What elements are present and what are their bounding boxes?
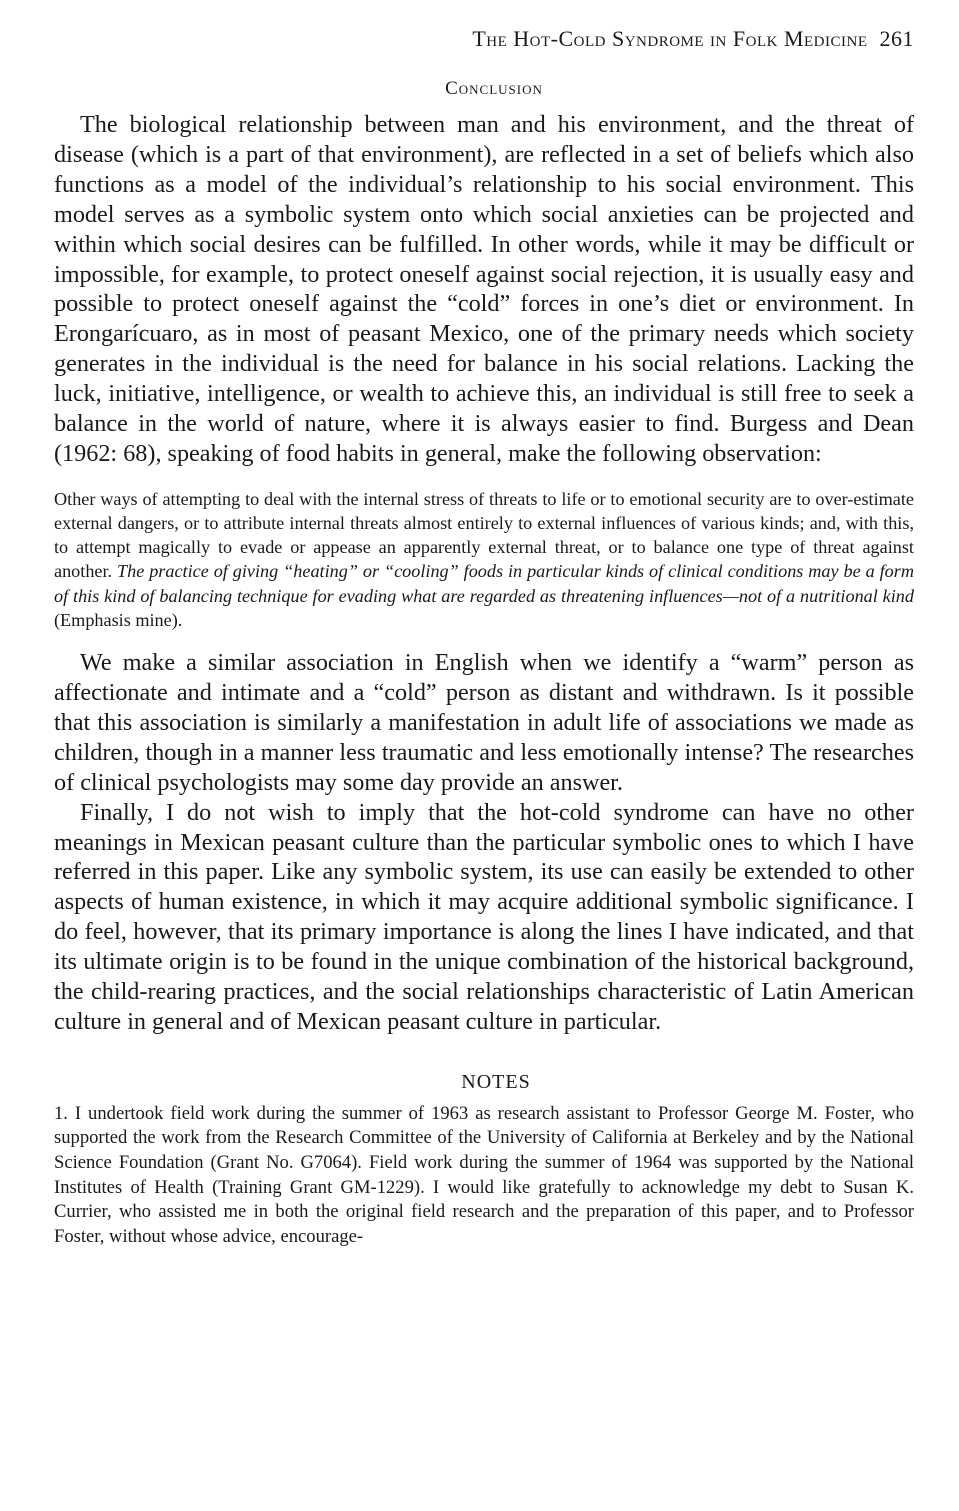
section-title: Conclusion [445, 78, 543, 99]
quote-emphasis: The practice of giving “heating” or “cooling” foods in particular kinds of clinical conditions may be a form of this kind of balancing technique for evading what are regarded as threatening influences—not of a nutritional kind [54, 561, 914, 606]
block-quote [54, 487, 914, 632]
footnote-1: 1. I undertook field work during the summer of 1963 as research assistant to Professor George M. Foster, who supported the work from the Research Committee of the University of California at Berkeley and by the National Science Foundation (Grant No. G7064). Field work during the summer of 1964 was supported by the National Institutes of Health (Training Grant GM-1229). I would like gratefully to acknowledge my debt to Susan K. Currier, who assisted me in both the original field research and the preparation of this paper, and to Professor Foster, without whose advice, encourage- [54, 1102, 914, 1247]
quote-text-end: (Emphasis mine). [54, 609, 183, 630]
page [54, 22, 914, 1249]
quote-text-start: Other ways of attempting to deal with the internal stress of threats to life or to emotional security are to over-estimate external dangers, or to attribute internal threats almost entirely to external influences of various kinds; and, with this, to attempt magically to evade or appease an apparently external threat, or to balance one type of threat against another. [54, 488, 914, 582]
body-paragraph-3: Finally, I do not wish to imply that the hot-cold syndrome can have no other meanings in Mexican peasant culture than the particular symbolic ones to which I have referred in this paper. Like any symbolic system, its use can easily be extended to other aspects of human existence, in which it may acquire additional symbolic significance. I do feel, however, that its primary importance is along the lines I have indicated, and that its ultimate origin is to be found in the unique combination of the historical background, the child-rearing practices, and the social relationships characteristic of Latin American culture in general and of Mexican peasant culture in particular. [54, 798, 914, 1035]
body-paragraph-1: The biological relationship between man and his environment, and the threat of disease (which is a part of that environment), are reflected in a set of beliefs which also functions as a model of the individual’s relationship to his social environment. This model serves as a symbolic system onto which social anxieties can be projected and within which social desires can be fulfilled. In other words, while it may be difficult or impossible, for example, to protect oneself against social rejection, it is usually easy and possible to protect oneself against the “cold” forces in one’s diet or environment. In Erongarícuaro, as in most of peasant Mexico, one of the primary needs which society generates in the individual is the need for balance in his social relations. Lacking the luck, initiative, intelligence, or wealth to achieve this, an individual is still free to seek a balance in the world of nature, where it is always easier to find. Burgess and Dean (1962: 68), speaking of food habits in general, make the following observation: [54, 111, 914, 467]
notes-title: NOTES [461, 1070, 531, 1093]
running-head [54, 22, 914, 56]
page-number: 261 [879, 26, 914, 51]
running-head-title: The Hot-Cold Syndrome in Folk Medicine [472, 26, 868, 51]
body-paragraph-2: We make a similar association in English when we identify a “warm” person as affectionate and intimate and a “cold” person as distant and withdrawn. Is it possible that this association is similarly a manifestation in adult life of associations we made as children, though in a manner less traumatic and less emotionally intense? The researches of clinical psychologists may some day provide an answer. [54, 649, 914, 796]
